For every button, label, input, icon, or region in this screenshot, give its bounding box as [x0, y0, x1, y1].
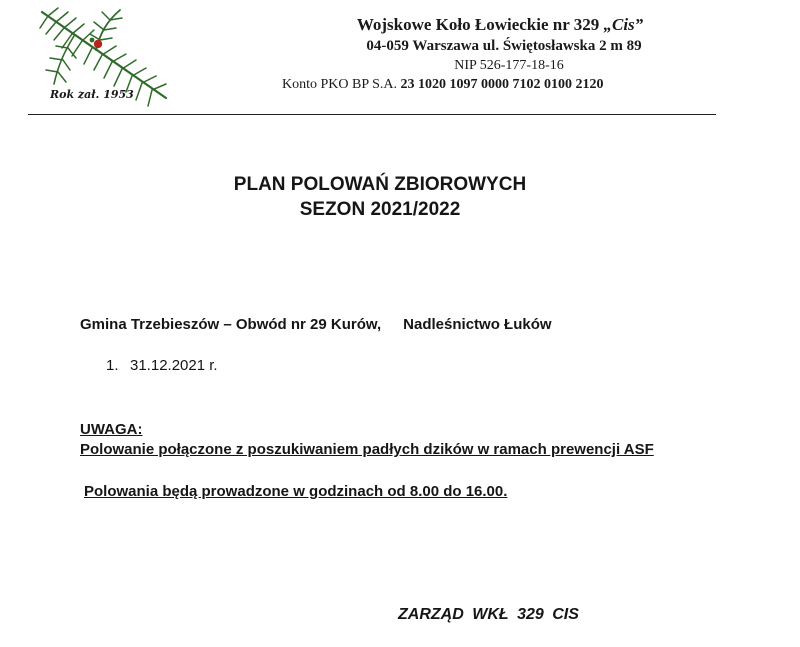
club-bank-account [280, 75, 720, 94]
nadlesnictwo: Nadleśnictwo Łuków [403, 316, 552, 333]
letterhead-divider [28, 114, 716, 115]
hunt-date-number: 1. [106, 357, 119, 374]
hunting-hours: Polowania będą prowadzone w godzinach od 8.00 do 16.00. [84, 483, 508, 500]
letterhead [280, 14, 720, 94]
title-line-1: PLAN POLOWAŃ ZBIOROWYCH [233, 174, 527, 195]
hunting-area [80, 316, 552, 333]
account-number: 23 1020 1097 0000 7102 0100 2120 [400, 77, 604, 92]
club-name-prefix: Wojskowe Koło Łowieckie nr 329 [356, 15, 604, 34]
document-title [0, 172, 760, 222]
club-name [280, 14, 720, 36]
club-nip: NIP 526-177-18-16 [454, 58, 564, 73]
notice-text: Polowanie połączone z poszukiwaniem padłych dzików w ramach prewencji ASF [80, 441, 654, 458]
signature: ZARZĄD WKŁ 329 CIS [398, 606, 579, 623]
club-address: 04-059 Warszawa ul. Świętosławska 2 m 89 [366, 38, 642, 54]
gmina-obwod: Gmina Trzebieszów – Obwód nr 29 Kurów, [80, 316, 382, 333]
hunt-date-item [106, 357, 218, 374]
account-label: Konto PKO BP S.A. [282, 77, 401, 92]
club-name-cis: „Cis” [603, 15, 644, 34]
berry-icon [94, 40, 102, 48]
logo-founding-year: Rok zał. 1953 [50, 88, 134, 101]
notice-heading: UWAGA: [80, 421, 143, 438]
notice [80, 420, 654, 460]
title-line-2: SEZON 2021/2022 [299, 199, 461, 220]
hunt-date: 31.12.2021 r. [130, 357, 218, 374]
